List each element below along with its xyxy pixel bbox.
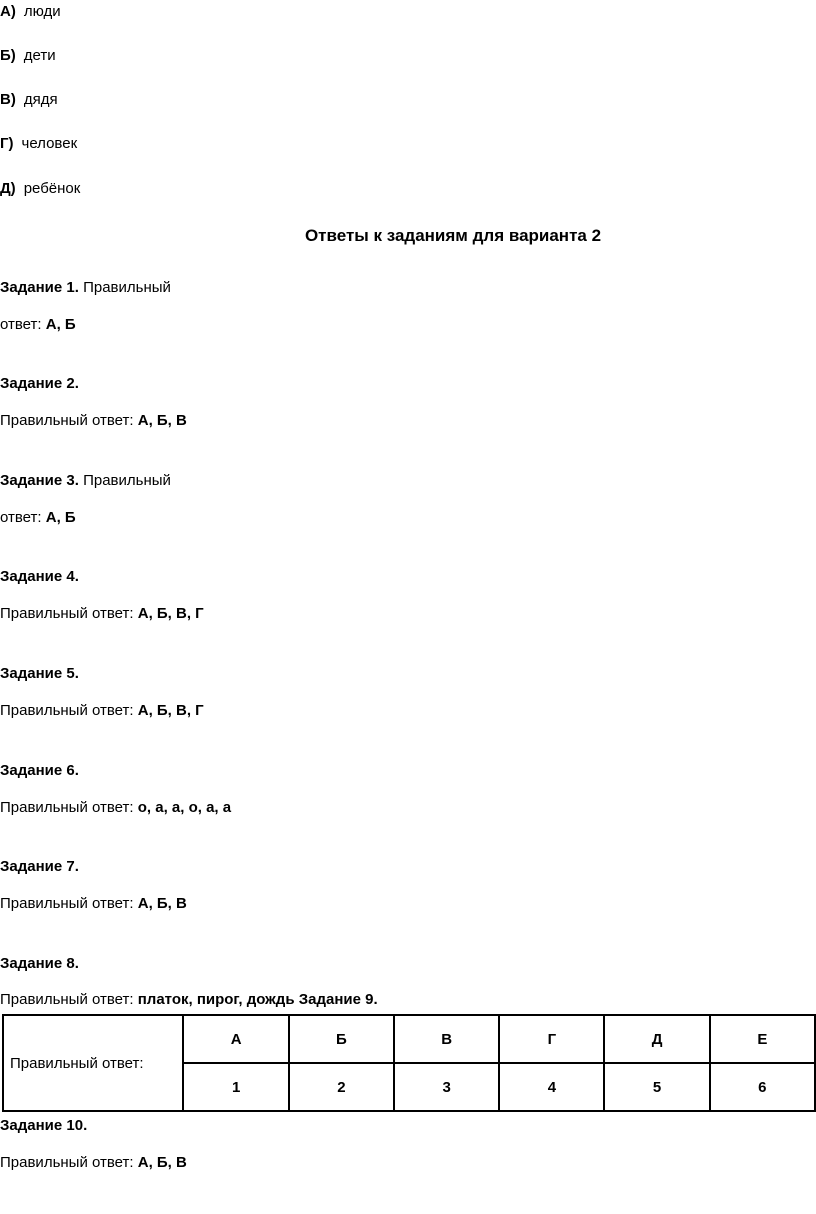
table-header-cell: А [183, 1015, 288, 1063]
answer-value: А, Б, В [137, 412, 187, 429]
answer-value: А, Б [45, 316, 76, 333]
answer-prefix: Правильный [83, 279, 171, 296]
table-header-cell: Д [604, 1015, 709, 1063]
section-title: Ответы к заданиям для варианта 2 [304, 226, 602, 245]
task-3-label [0, 472, 171, 490]
option-text: люди [23, 3, 61, 20]
answer-value: платок, пирог, дождь [137, 991, 295, 1008]
task-10-label: Задание 10. [0, 1117, 88, 1134]
task-2-label: Задание 2. [0, 375, 79, 392]
task-4-answer [0, 605, 204, 623]
task-1-answer [0, 316, 76, 334]
task-9-label: Задание 9. [298, 991, 378, 1008]
task-7-label: Задание 7. [0, 858, 79, 875]
table-value-cell: 3 [394, 1063, 499, 1111]
table-label: Правильный ответ: [3, 1015, 183, 1111]
task-6-label: Задание 6. [0, 762, 79, 779]
answer-value: А, Б, В [137, 1154, 187, 1171]
answer-prefix: Правильный ответ: [0, 412, 138, 429]
option-text: дядя [23, 91, 58, 108]
answer-value: о, а, а, о, а, а [137, 799, 232, 816]
table-header-cell: Е [710, 1015, 815, 1063]
option-letter: Б) [0, 47, 16, 64]
task-5-answer [0, 702, 204, 720]
answer-value: А, Б, В, Г [137, 605, 204, 622]
task-8-answer [0, 991, 378, 1009]
answer-prefix: Правильный ответ: [0, 1154, 138, 1171]
option-letter: В) [0, 91, 16, 108]
task-label: Задание 3. [0, 472, 79, 489]
task-6-answer [0, 799, 231, 817]
option-v [0, 91, 58, 109]
option-letter: А) [0, 3, 16, 20]
task-8-label: Задание 8. [0, 955, 79, 972]
option-g [0, 135, 77, 153]
task-4-label: Задание 4. [0, 568, 79, 585]
answer-value: А, Б [45, 509, 76, 526]
table-value-cell: 4 [499, 1063, 604, 1111]
answer-prefix: Правильный ответ: [0, 702, 138, 719]
option-a [0, 3, 61, 21]
answer-prefix: Правильный [83, 472, 171, 489]
answer-value: А, Б, В [137, 895, 187, 912]
task-10-answer [0, 1154, 187, 1172]
task-2-answer [0, 412, 187, 430]
task-3-answer [0, 509, 76, 527]
option-text: человек [21, 135, 78, 152]
table-value-cell: 5 [604, 1063, 709, 1111]
option-d [0, 180, 80, 198]
answer-prefix: Правильный ответ: [0, 895, 138, 912]
table-header-cell: Б [289, 1015, 394, 1063]
option-letter: Г) [0, 135, 14, 152]
table-value-cell: 6 [710, 1063, 815, 1111]
task-7-answer [0, 895, 187, 913]
table-value-cell: 2 [289, 1063, 394, 1111]
table-row [3, 1015, 815, 1063]
option-letter: Д) [0, 180, 16, 197]
answer-word: ответ: [0, 316, 46, 333]
option-text: ребёнок [23, 180, 81, 197]
answer-value: А, Б, В, Г [137, 702, 204, 719]
table-header-cell: Г [499, 1015, 604, 1063]
answer-table [2, 1014, 816, 1112]
answer-word: ответ: [0, 509, 46, 526]
task-label: Задание 1. [0, 279, 79, 296]
task-1-label [0, 279, 171, 297]
table-header-cell: В [394, 1015, 499, 1063]
answer-prefix: Правильный ответ: [0, 605, 138, 622]
task-5-label: Задание 5. [0, 665, 79, 682]
option-text: дети [23, 47, 56, 64]
option-b [0, 47, 56, 65]
answer-prefix: Правильный ответ: [0, 991, 138, 1008]
table-value-cell: 1 [183, 1063, 288, 1111]
answer-prefix: Правильный ответ: [0, 799, 138, 816]
